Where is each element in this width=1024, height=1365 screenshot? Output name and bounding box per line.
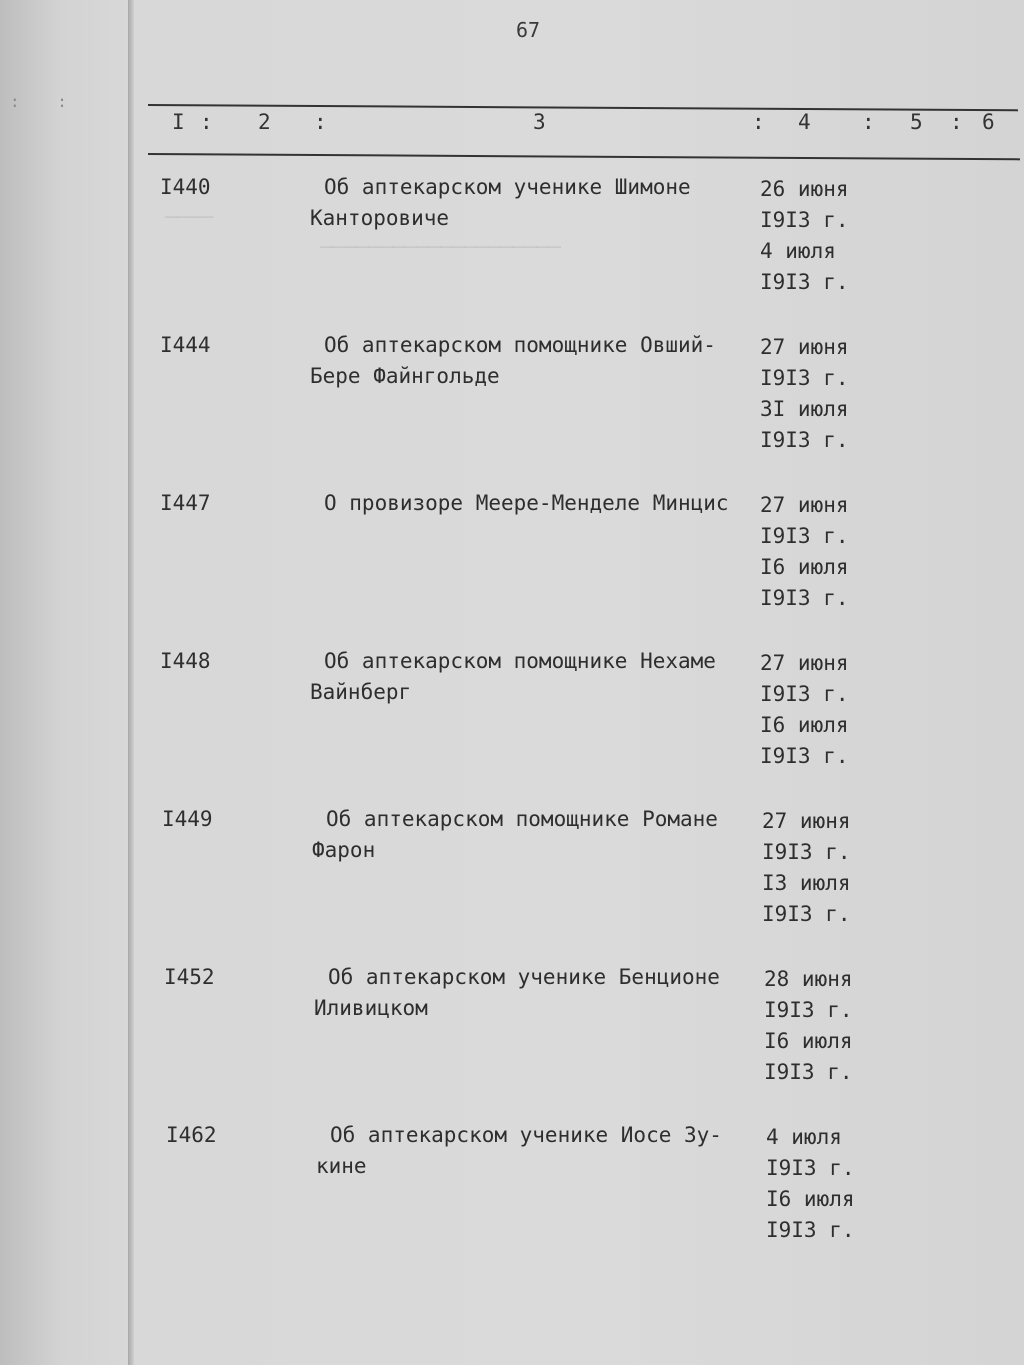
case-title-line: Вайнберг: [310, 680, 412, 704]
case-title: [310, 172, 750, 234]
case-title-line: Об аптекарском помощнике Овший-: [324, 333, 716, 357]
column-separator: :: [200, 110, 213, 134]
case-title: [310, 330, 750, 392]
case-title: [314, 962, 754, 1024]
start-date: 27 июня: [762, 809, 851, 833]
end-date: I6 июля: [760, 713, 849, 737]
case-title-line: Иливицком: [314, 996, 428, 1020]
column-separator: :: [314, 110, 327, 134]
start-year: I9I3 г.: [760, 208, 849, 232]
column-separator: :: [752, 110, 765, 134]
case-dates: [762, 806, 882, 930]
start-year: I9I3 г.: [760, 366, 849, 390]
column-header-6: 6: [982, 110, 995, 134]
case-dates: [764, 964, 884, 1088]
column-separator: :: [950, 110, 963, 134]
bleed-through-text: ────────────────────: [320, 235, 561, 259]
case-dates: [766, 1122, 886, 1246]
case-number: I449: [162, 807, 213, 831]
end-year: I9I3 г.: [760, 428, 849, 452]
case-dates: [760, 332, 880, 456]
binding-spine: [128, 0, 134, 1365]
case-number: I452: [164, 965, 215, 989]
end-date: 4 июля: [760, 239, 836, 263]
case-title-line: О провизоре Меере-Менделе Минцис: [324, 491, 729, 515]
column-separator: :: [862, 110, 875, 134]
case-number: I462: [166, 1123, 217, 1147]
start-date: 28 июня: [764, 967, 853, 991]
case-title-line: Об аптекарском помощнике Романе: [326, 807, 718, 831]
margin-marks: : :: [10, 92, 81, 111]
start-year: I9I3 г.: [766, 1156, 855, 1180]
case-title: [310, 646, 750, 708]
column-header-1: I: [172, 110, 185, 134]
column-header-4: 4: [798, 110, 811, 134]
end-year: I9I3 г.: [762, 902, 851, 926]
end-year: I9I3 г.: [760, 586, 849, 610]
end-year: I9I3 г.: [760, 744, 849, 768]
case-number: I447: [160, 491, 211, 515]
start-year: I9I3 г.: [762, 840, 851, 864]
page-number: 67: [516, 18, 541, 42]
end-date: I3 июля: [762, 871, 851, 895]
start-date: 4 июля: [766, 1125, 842, 1149]
table-header: [0, 110, 1024, 150]
end-date: I6 июля: [764, 1029, 853, 1053]
table-header-rule: [148, 153, 1020, 160]
case-title-line: Об аптекарском помощнике Нехаме: [324, 649, 716, 673]
case-number: I448: [160, 649, 211, 673]
bleed-through-text: ────: [165, 205, 214, 229]
column-header-5: 5: [910, 110, 923, 134]
end-year: I9I3 г.: [764, 1060, 853, 1084]
case-title-line: Об аптекарском ученике Шимоне: [324, 175, 691, 199]
case-dates: [760, 648, 880, 772]
end-date: I6 июля: [760, 555, 849, 579]
case-title: [312, 804, 752, 866]
start-date: 27 июня: [760, 651, 849, 675]
start-date: 27 июня: [760, 335, 849, 359]
case-title-line: кине: [316, 1154, 367, 1178]
case-title: [316, 1120, 756, 1182]
start-date: 26 июня: [760, 177, 849, 201]
case-title-line: Фарон: [312, 838, 376, 862]
case-title: [310, 488, 750, 519]
end-year: I9I3 г.: [766, 1218, 855, 1242]
column-header-3: 3: [533, 110, 546, 134]
column-header-2: 2: [258, 110, 271, 134]
end-year: I9I3 г.: [760, 270, 849, 294]
start-year: I9I3 г.: [760, 682, 849, 706]
end-date: I6 июля: [766, 1187, 855, 1211]
case-dates: [760, 490, 880, 614]
case-dates: [760, 174, 880, 298]
end-date: 3I июля: [760, 397, 849, 421]
case-title-line: Об аптекарском ученике Иосе Зу-: [330, 1123, 722, 1147]
case-title-line: Канторовиче: [310, 206, 450, 230]
start-year: I9I3 г.: [760, 524, 849, 548]
case-title-line: Об аптекарском ученике Бенционе: [328, 965, 720, 989]
case-title-line: Бере Файнгольде: [310, 364, 500, 388]
case-number: I444: [160, 333, 211, 357]
start-year: I9I3 г.: [764, 998, 853, 1022]
case-number: I440: [160, 175, 211, 199]
start-date: 27 июня: [760, 493, 849, 517]
